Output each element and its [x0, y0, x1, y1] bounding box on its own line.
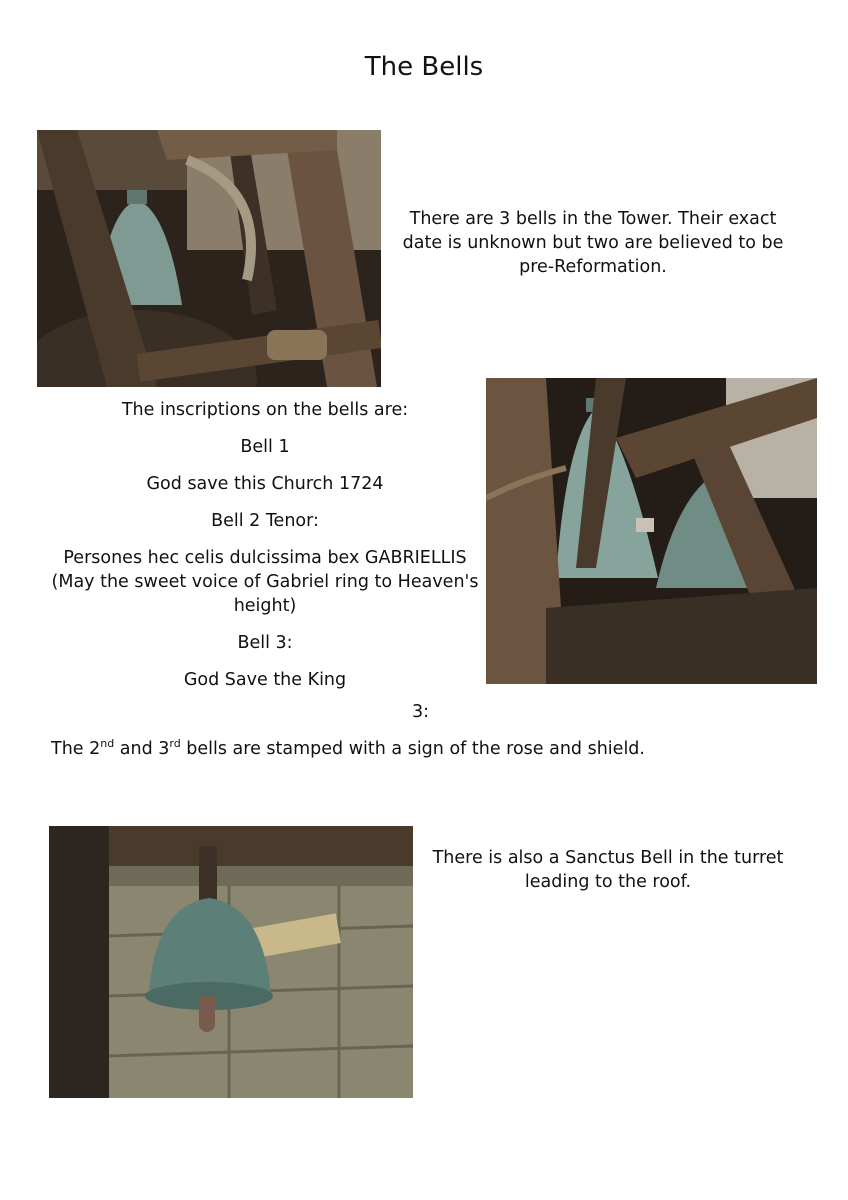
bell-frame-photo-1 [37, 130, 381, 387]
bell3-label: Bell 3: [237, 633, 293, 653]
sanctus-text: There is also a Sanctus Bell in the turret leading to the roof. [432, 848, 784, 892]
stamp-text-post: bells are stamped with a sign of the rose and shield. [180, 738, 645, 759]
bell1-inscription: God save this Church 1724 [146, 474, 384, 494]
bell3-inscription: God Save the King [183, 670, 347, 690]
stamp-text-mid: and 3 [114, 738, 170, 759]
bell-frame-photo-2 [486, 378, 817, 684]
stamp-note [51, 737, 645, 759]
sanctus-paragraph [422, 846, 794, 894]
page-title: The Bells [364, 52, 484, 82]
inscriptions-heading: The inscriptions on the bells are: [121, 400, 409, 420]
intro-paragraph [394, 207, 792, 279]
inscriptions-block [44, 398, 486, 705]
bell2-inscription: Persones hec celis dulcissima bex GABRIELLIS (May the sweet voice of Gabriel ring to Heaven's height) [51, 548, 479, 616]
stamp-sup-nd: nd [100, 737, 115, 750]
stray-label: 3: [412, 702, 430, 722]
bell2-label: Bell 2 Tenor: [211, 511, 319, 531]
stamp-sup-rd: rd [169, 737, 181, 750]
intro-text: There are 3 bells in the Tower. Their exact date is unknown but two are believed to be pre-Reformation. [402, 209, 784, 277]
bell1-label: Bell 1 [240, 437, 290, 457]
sanctus-bell-photo [49, 826, 413, 1098]
stamp-text-pre: The 2 [51, 738, 101, 759]
